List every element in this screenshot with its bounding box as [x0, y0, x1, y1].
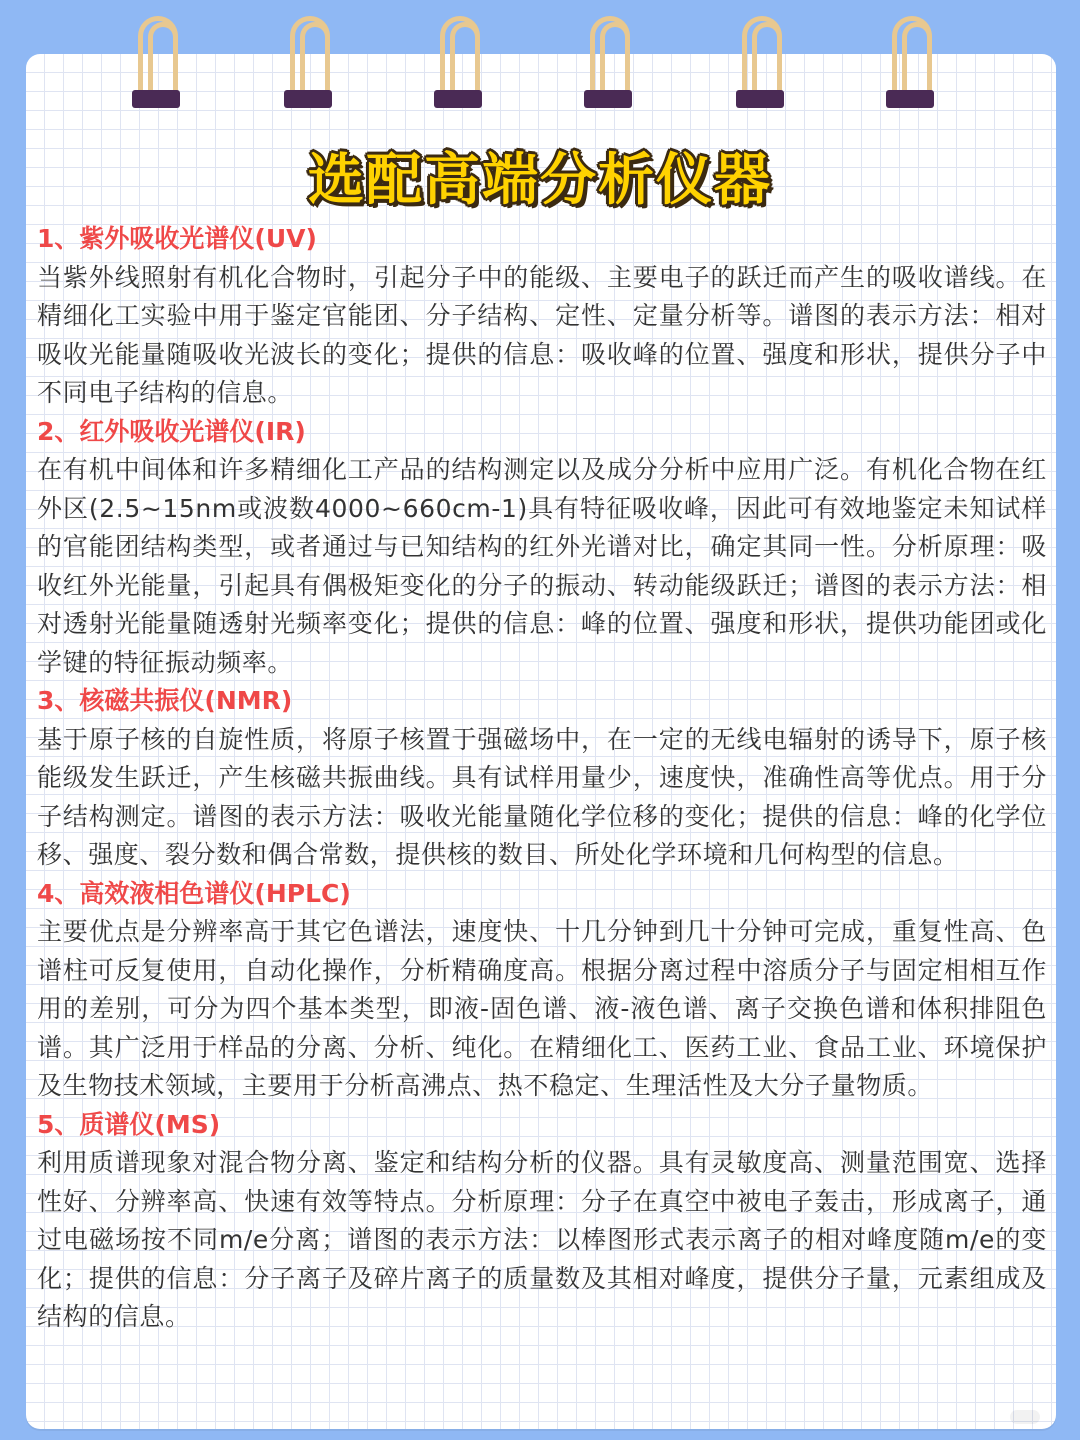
- section-ir: [37, 413, 1047, 683]
- section-heading: 2、红外吸收光谱仪(IR): [37, 416, 306, 446]
- article-content: [37, 220, 1047, 1337]
- page-title: 选配高端分析仪器: [308, 148, 772, 213]
- binder-ring-icon: [284, 16, 336, 112]
- watermark-icon: [1010, 1410, 1040, 1424]
- section-nmr: [37, 682, 1047, 875]
- binder-ring-icon: [886, 16, 938, 112]
- section-body: 基于原子核的自旋性质，将原子核置于强磁场中，在一定的无线电辐射的诱导下，原子核能级发生跃迁，产生核磁共振曲线。具有试样用量少，速度快，准确性高等优点。用于分子结构测定。谱图的表示方法：吸收光能量随化学位移的变化；提供的信息：峰的化学位移、强度、裂分数和偶合常数，提供核的数目、所处化学环境和几何构型的信息。: [37, 724, 1047, 869]
- section-hplc: [37, 875, 1047, 1106]
- binder-ring-icon: [434, 16, 486, 112]
- section-ms: [37, 1106, 1047, 1337]
- binder-ring-icon: [584, 16, 636, 112]
- section-heading: 3、核磁共振仪(NMR): [37, 686, 293, 715]
- section-uv: [37, 220, 1047, 413]
- section-body: 利用质谱现象对混合物分离、鉴定和结构分析的仪器。具有灵敏度高、测量范围宽、选择性好、分辨率高、快速有效等特点。分析原理：分子在真空中被电子轰击，形成离子，通过电磁场按不同m/e分离；谱图的表示方法：以棒图形式表示离子的相对峰度随m/e的变化；提供的信息：分子离子及碎片离子的质量数及其相对峰度，提供分子量，元素组成及结构的信息。: [37, 1148, 1047, 1331]
- section-body: 主要优点是分辨率高于其它色谱法，速度快、十几分钟到几十分钟可完成，重复性高、色谱柱可反复使用，自动化操作，分析精确度高。根据分离过程中溶质分子与固定相相互作用的差别，可分为四个基本类型，即液-固色谱、液-液色谱、离子交换色谱和体积排阻色谱。其广泛用于样品的分离、分析、纯化。在精细化工、医药工业、食品工业、环境保护及生物技术领域，主要用于分析高沸点、热不稳定、生理活性及大分子量物质。: [37, 917, 1047, 1100]
- binder-ring-icon: [736, 16, 788, 112]
- section-heading: 1、紫外吸收光谱仪(UV): [37, 224, 317, 253]
- section-heading: 5、质谱仪(MS): [37, 1109, 221, 1139]
- section-body: 在有机中间体和许多精细化工产品的结构测定以及成分分析中应用广泛。有机化合物在红外区(2.5~15nm或波数4000~660cm-1)具有特征吸收峰，因此可有效地鉴定未知试样的官能团结构类型，或者通过与已知结构的红外光谱对比，确定其同一性。分析原理：吸收红外光能量，引起具有偶极矩变化的分子的振动、转动能级跃迁；谱图的表示方法：相对透射光能量随透射光频率变化；提供的信息：峰的位置、强度和形状，提供功能团或化学键的特征振动频率。: [37, 455, 1047, 677]
- section-body: 当紫外线照射有机化合物时，引起分子中的能级、主要电子的跃迁而产生的吸收谱线。在精细化工实验中用于鉴定官能团、分子结构、定性、定量分析等。谱图的表示方法：相对吸收光能量随吸收光波长的变化；提供的信息：吸收峰的位置、强度和形状，提供分子中不同电子结构的信息。: [37, 262, 1047, 407]
- section-heading: 4、高效液相色谱仪(HPLC): [37, 878, 351, 908]
- binder-ring-icon: [132, 16, 184, 112]
